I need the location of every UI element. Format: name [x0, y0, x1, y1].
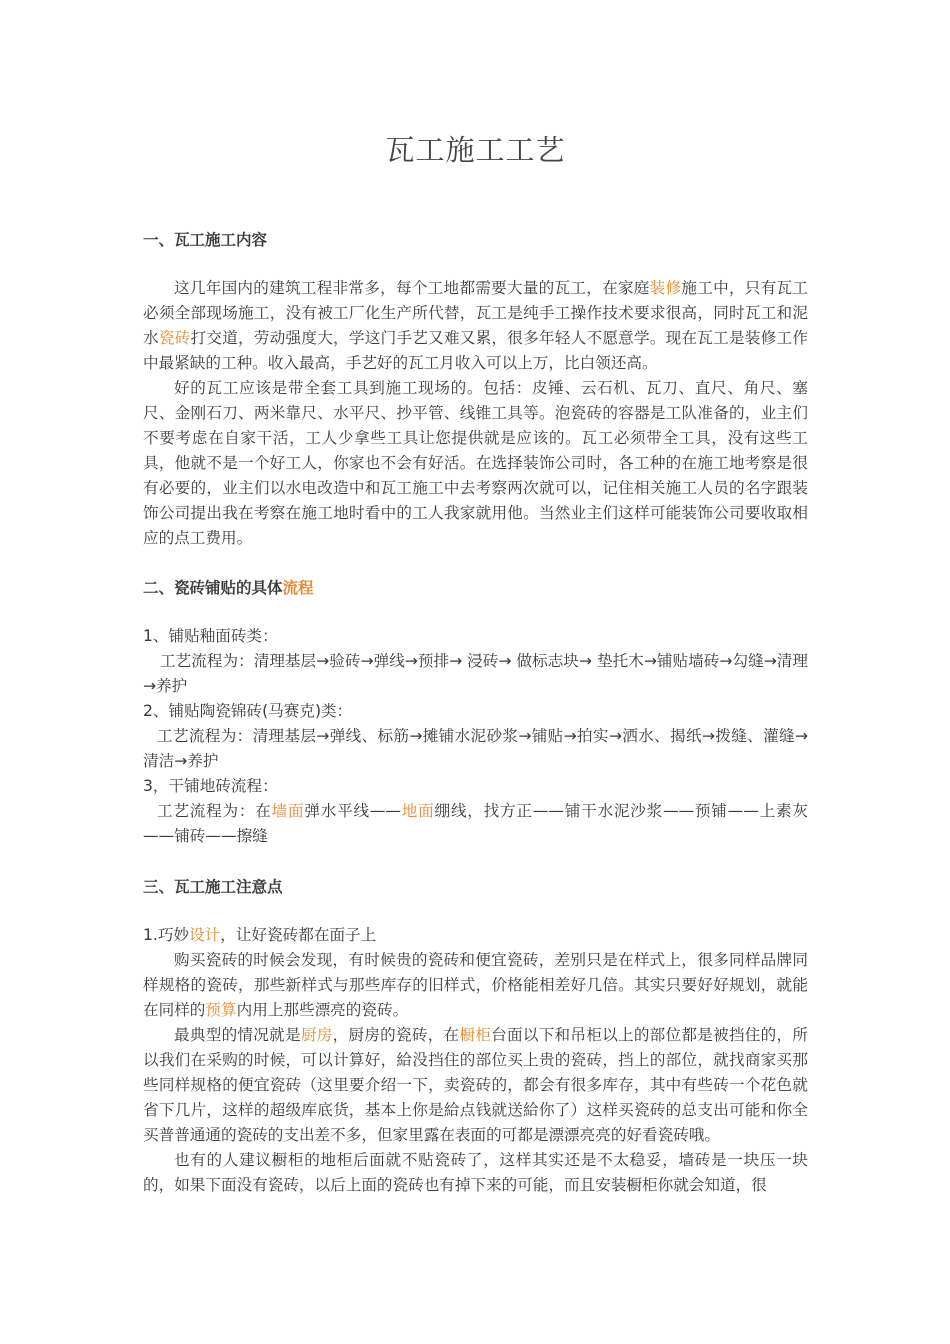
- link-cabinet[interactable]: 橱柜: [459, 1026, 492, 1044]
- link-budget[interactable]: 预算: [205, 1001, 237, 1019]
- process-item-3-title: 3，干铺地砖流程：: [143, 777, 278, 795]
- process-item-1-flow: 工艺流程为：清理基层→验砖→弹线→预排→ 浸砖→ 做标志块→ 垫托木→铺贴墙砖→勾缝→清理→养护: [143, 652, 808, 695]
- link-design[interactable]: 设计: [189, 926, 221, 944]
- link-kitchen[interactable]: 厨房: [300, 1026, 333, 1044]
- page-title: 瓦工施工工艺: [385, 133, 566, 167]
- section3-subheading-1: [143, 923, 808, 948]
- text-run: ，厨房的瓷砖，在: [332, 1026, 460, 1044]
- text-run: 购买瓷砖的时候会发现，有时候贵的瓷砖和便宜瓷砖，差别只是在样式上，很多同样品牌同样规格的瓷砖，那些新样式与那些库存的旧样式，价格能相差好几倍。其实只要好好规划，就能在同样的: [143, 951, 808, 1019]
- text-run: 内用上那些漂亮的瓷砖。: [236, 1001, 409, 1019]
- heading-text: 二、瓷砖铺贴的具体: [143, 579, 283, 597]
- text-run: 打交道，劳动强度大，学这门手艺又难又累，很多年轻人不愿意学。现在瓦工是装修工作中最紧缺的工种。收入最高，手艺好的瓦工月收入可以上万，比白领还高。: [143, 329, 808, 372]
- section2-body: [143, 624, 808, 849]
- link-renovation[interactable]: 装修: [649, 279, 682, 297]
- text-run: ，让好瓷砖都在面子上: [220, 926, 377, 944]
- section3-paragraph-1: [143, 948, 808, 1023]
- section3-body: [143, 923, 808, 1198]
- link-wall[interactable]: 墙面: [271, 802, 305, 820]
- section1-body: [143, 276, 808, 551]
- text-run: 工艺流程为：在: [157, 802, 272, 820]
- section1-heading: 一、瓦工施工内容: [143, 231, 268, 249]
- text-run: 最典型的情况就是: [174, 1026, 301, 1044]
- section3-heading: 三、瓦工施工注意点: [143, 878, 283, 896]
- link-tile[interactable]: 瓷砖: [158, 329, 191, 347]
- text-run: 弹水平线——: [304, 802, 402, 820]
- text-run: 台面以下和吊柜以上的部位都是被挡住的，所以我们在采购的时候，可以计算好，給没挡住的部位买上贵的瓷砖，挡上的部位，就找商家买那些同样规格的便宜瓷砖（这里要介绍一下，卖瓷砖的，都会有很多库存，其中有些砖一个花色就省下几片，这样的超级库底货，基本上你是給点钱就送給你了）这样买瓷砖的总支出可能和你全买普普通通的瓷砖的支出差不多，但家里露在表面的可都是漂漂亮亮的好看瓷砖哦。: [143, 1026, 808, 1144]
- link-process[interactable]: 流程: [282, 579, 314, 597]
- text-run: 施工中，只有瓦工必须全部现场施工，没有被工厂化生产所代替，瓦工是纯手工操作技术要求很高，同时瓦工和泥水: [143, 279, 808, 347]
- section3-paragraph-3: 也有的人建议橱柜的地柜后面就不贴瓷砖了，这样其实还是不太稳妥，墙砖是一块压一块的，如果下面没有瓷砖，以后上面的瓷砖也有掉下来的可能，而且安装橱柜你就会知道，很: [143, 1151, 808, 1194]
- text-run: 绷线，找方正——铺干水泥沙浆——预铺——上素灰——铺砖——擦缝: [143, 802, 808, 845]
- process-item-1-title: 1、铺贴釉面砖类：: [143, 627, 278, 645]
- text-run: 这几年国内的建筑工程非常多，每个工地都需要大量的瓦工，在家庭: [174, 279, 650, 297]
- process-item-3-flow: [143, 799, 808, 849]
- link-floor[interactable]: 地面: [401, 802, 435, 820]
- section1-paragraph-2: 好的瓦工应该是带全套工具到施工现场的。包括：皮锤、云石机、瓦刀、直尺、角尺、塞尺、金刚石刀、两米靠尺、水平尺、抄平管、线锥工具等。泡瓷砖的容器是工队准备的，业主们不要考虑在自家干活，工人少拿些工具让您提供就是应该的。瓦工必须带全工具，没有这些工具，他就不是一个好工人，你家也不会有好活。在选择装饰公司时，各工种的在施工地考察是很有必要的，业主们以水电改造中和瓦工施工中去考察两次就可以，记住相关施工人员的名字跟装饰公司提出我在考察在施工地时看中的工人我家就用他。当然业主们这样可能装饰公司要收取相应的点工费用。: [143, 379, 808, 547]
- text-run: 1.巧妙: [143, 926, 190, 944]
- process-item-2-flow: 工艺流程为：清理基层→弹线、标筋→摊铺水泥砂浆→铺贴→拍实→洒水、揭纸→拨缝、灌缝→清洁→养护: [143, 727, 808, 770]
- section1-paragraph-1: [143, 276, 808, 376]
- section2-heading: [143, 576, 314, 598]
- process-item-2-title: 2、铺贴陶瓷锦砖(马赛克)类：: [143, 702, 353, 720]
- section3-paragraph-2: [143, 1023, 808, 1148]
